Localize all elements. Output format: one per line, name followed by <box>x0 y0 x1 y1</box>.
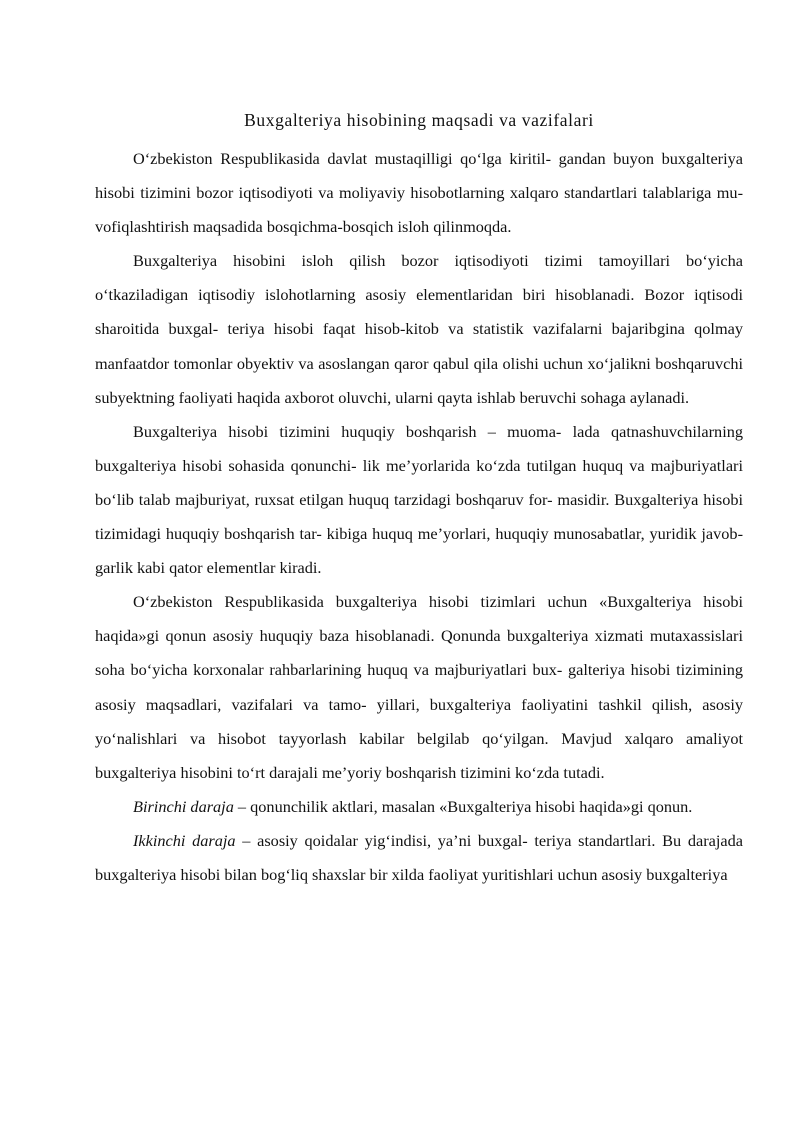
document-body <box>95 142 743 892</box>
paragraph: Buxgalteriya hisobini isloh qilish bozor iqtisodiyoti tizimi tamoyillari bo‘yicha o‘tkaziladigan iqtisodiy islohotlarning asosiy elementlaridan biri hisoblanadi. Bozor iqtisodi sharoitida buxgal- teriya hisobi faqat hisob-kitob va statistik vazifalarni bajaribgina qolmay manfaatdor tomonlar obyektiv va asoslangan qaror qabul qila olishi uchun xo‘jalikni boshqaruvchi subyektning faoliyati haqida axborot oluvchi, ularni qayta ishlab beruvchi sohaga aylanadi. <box>95 251 743 407</box>
paragraph: O‘zbekiston Respublikasida davlat mustaqilligi qo‘lga kiritil- gandan buyon buxgalteriya hisobi tizimini bozor iqtisodiyoti va moliyaviy hisobotlarning xalqaro standartlari talablariga mu- vofiqlashtirish maqsadida bosqichma-bosqich isloh qilinmoqda. <box>95 149 743 237</box>
level-term: Ikkinchi daraja <box>133 830 236 850</box>
paragraph-second-level <box>95 824 743 892</box>
paragraph-first-level <box>95 790 743 824</box>
level-description: – asosiy qoidalar yig‘indisi, ya’ni buxgal- teriya standartlari. Bu darajada buxgalteriya hisobi bilan bog‘liq shaxslar bir xilda faoliyat yuritishlari uchun asosiy buxgalteriya <box>95 830 744 884</box>
level-term: Birinchi daraja <box>133 796 234 816</box>
level-description: – qonunchilik aktlari, masalan «Buxgalteriya hisobi haqida»gi qonun. <box>233 796 693 816</box>
document-title: Buxgalteriya hisobining maqsadi va vazifalari <box>244 110 594 130</box>
paragraph: O‘zbekiston Respublikasida buxgalteriya hisobi tizimlari uchun «Buxgalteriya hisobi haqida»gi qonun asosiy huquqiy baza hisoblanadi. Qonunda buxgalteriya xizmati mutaxassislari soha bo‘yicha korxonalar rahbarlarining huquq va majburiyatlari bux- galteriya hisobi tizimining asosiy maqsadlari, vazifalari va tamo- yillari, buxgalteriya faoliyatini tashkil qilish, asosiy yo‘nalishlari va hisobot tayyorlash kabilar belgilab qo‘yilgan. Mavjud xalqaro amaliyot buxgalteriya hisobini to‘rt darajali me’yoriy boshqarish tizimini ko‘zda tutadi. <box>95 592 743 782</box>
paragraph: Buxgalteriya hisobi tizimini huquqiy boshqarish – muoma- lada qatnashuvchilarning buxgalteriya hisobi sohasida qonunchi- lik me’yorlarida ko‘zda tutilgan huquq va majburiyatlari bo‘lib talab majburiyat, ruxsat etilgan huquq tarzidagi boshqaruv for- masidir. Buxgalteriya hisobi tizimidagi huquqiy boshqarish tar- kibiga huquq me’yorlari, huquqiy munosabatlar, yuridik javob- garlik kabi qator elementlar kiradi. <box>95 421 743 578</box>
